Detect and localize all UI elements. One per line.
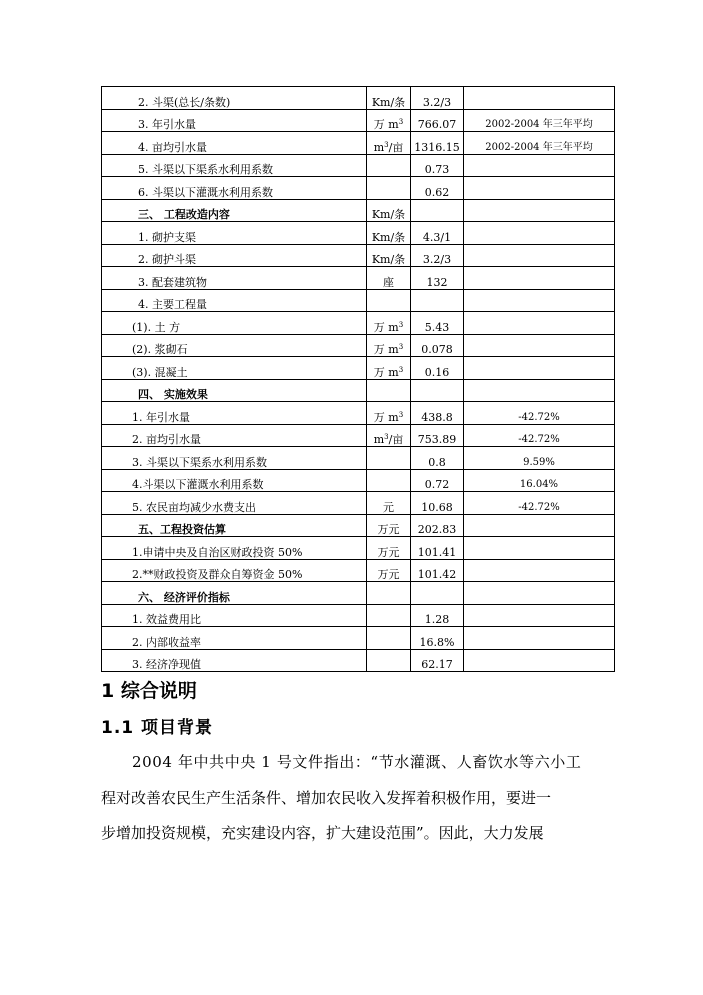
unit-superscript: 3: [384, 433, 389, 441]
note-cell: [464, 267, 615, 290]
table-row: [102, 334, 615, 357]
item-cell: [102, 424, 367, 447]
value-cell: 10.68: [411, 492, 464, 515]
unit-label: 座: [383, 275, 394, 289]
value-cell: 3.2/3: [411, 87, 464, 110]
table-row: [102, 244, 615, 267]
unit-label: Km/条: [371, 230, 406, 244]
item-label: 3. 配套建筑物: [138, 275, 207, 289]
unit-cell: [367, 357, 411, 380]
item-label: 1. 砌护支渠: [138, 230, 196, 244]
unit-label: 万元: [377, 568, 400, 581]
table-row: [102, 424, 615, 447]
note-cell: [464, 604, 615, 627]
table-row: [102, 559, 615, 582]
value-cell: [411, 199, 464, 222]
item-cell: [102, 537, 367, 560]
item-cell: [102, 177, 367, 200]
unit-cell: [367, 627, 411, 650]
unit-cell: [367, 109, 411, 132]
table-row: [102, 627, 615, 650]
item-cell: [102, 154, 367, 177]
unit-label: Km/条: [371, 253, 406, 266]
value-cell: [411, 289, 464, 312]
value-cell: 753.89: [411, 424, 464, 447]
note-cell: [464, 649, 615, 672]
unit-label: 万 m: [373, 365, 399, 379]
unit-superscript: 3: [398, 343, 404, 351]
item-cell: [102, 627, 367, 650]
table-row: [102, 537, 615, 560]
paragraph-line: 程对改善农民生产生活条件、增加农民收入发挥着积极作用，要进一: [101, 788, 552, 807]
item-label: 4. 主要工程量: [138, 298, 207, 311]
value-cell: [411, 582, 464, 605]
table-row: [102, 154, 615, 177]
unit-cell: [367, 469, 411, 492]
note-cell: [464, 537, 615, 560]
note-cell: [464, 357, 615, 380]
item-label: 5. 农民亩均减少水费支出: [132, 500, 256, 514]
table-row: [102, 379, 615, 402]
unit-cell: [367, 604, 411, 627]
item-label: 6. 斗渠以下灌溉水利用系数: [138, 185, 273, 199]
item-cell: [102, 469, 367, 492]
unit-label: 元: [383, 500, 394, 514]
item-label: 1. 年引水量: [132, 410, 190, 424]
table-row: [102, 87, 615, 110]
item-cell: [102, 312, 367, 335]
unit-label: 万 m: [373, 320, 399, 334]
table-row: [102, 357, 615, 380]
value-cell: [411, 379, 464, 402]
note-cell: [464, 199, 615, 222]
value-cell: 0.16: [411, 357, 464, 380]
note-cell: [464, 559, 615, 582]
unit-label: 万 m: [373, 118, 399, 131]
value-cell: 0.73: [411, 154, 464, 177]
body-paragraph: [101, 745, 606, 852]
unit-superscript: 3: [384, 140, 389, 149]
unit-cell: [367, 559, 411, 582]
table-row: [102, 177, 615, 200]
value-cell: 101.41: [411, 537, 464, 560]
table-row: [102, 604, 615, 627]
note-cell: [464, 244, 615, 267]
unit-label: 万元: [377, 523, 400, 536]
note-cell: [464, 627, 615, 650]
note-cell: [464, 289, 615, 312]
value-cell: 0.8: [411, 447, 464, 470]
unit-label: 万 m: [373, 343, 399, 356]
item-cell: [102, 447, 367, 470]
unit-cell: [367, 492, 411, 515]
item-label: 六、 经济评价指标: [138, 590, 230, 604]
section-heading: 1 综合说明: [101, 680, 197, 702]
unit-superscript: 3: [398, 410, 404, 419]
table-row: [102, 312, 615, 335]
value-cell: 132: [411, 267, 464, 290]
note-cell: [464, 177, 615, 200]
note-cell: 16.04%: [464, 469, 615, 492]
unit-superscript: 3: [398, 365, 404, 374]
note-cell: -42.72%: [464, 424, 615, 447]
item-label: 3. 年引水量: [138, 118, 196, 131]
unit-label: Km/条: [371, 208, 406, 221]
table-row: [102, 109, 615, 132]
item-cell: [102, 582, 367, 605]
table-row: [102, 199, 615, 222]
value-cell: 1316.15: [411, 132, 464, 155]
unit-suffix: /亩: [388, 140, 404, 154]
paragraph-line: 步增加投资规模，充实建设内容，扩大建设范围”。因此，大力发展: [101, 824, 544, 842]
value-cell: 3.2/3: [411, 244, 464, 267]
paragraph-line: 2004 年中共中央 1 号文件指出：“节水灌溉、人畜饮水等六小工: [132, 753, 582, 771]
table-row: [102, 492, 615, 515]
unit-label: 万元: [377, 545, 400, 559]
value-cell: 1.28: [411, 604, 464, 627]
table-row: [102, 469, 615, 492]
item-cell: [102, 267, 367, 290]
table-row: [102, 132, 615, 155]
item-label: 2.**财政投资及群众自筹资金 50%: [132, 568, 303, 581]
value-cell: 0.72: [411, 469, 464, 492]
table-row: [102, 267, 615, 290]
item-label: 3. 斗渠以下渠系水利用系数: [132, 455, 267, 469]
table-row: [102, 402, 615, 425]
item-label: 三、 工程改造内容: [138, 208, 230, 221]
unit-cell: [367, 154, 411, 177]
item-label: 4.斗渠以下灌溉水利用系数: [132, 478, 264, 491]
note-cell: 9.59%: [464, 447, 615, 470]
table-row: [102, 447, 615, 470]
item-cell: [102, 402, 367, 425]
table-row: [102, 582, 615, 605]
value-cell: 4.3/1: [411, 222, 464, 245]
value-cell: 766.07: [411, 109, 464, 132]
unit-label: m: [373, 140, 385, 154]
item-label: 3. 经济净现值: [132, 658, 201, 671]
item-cell: [102, 289, 367, 312]
project-summary-table: [101, 86, 615, 672]
item-label: (2). 浆砌石: [132, 343, 188, 356]
item-cell: [102, 334, 367, 357]
table-row: [102, 289, 615, 312]
note-cell: [464, 379, 615, 402]
unit-cell: [367, 537, 411, 560]
item-label: 4. 亩均引水量: [138, 140, 207, 154]
item-cell: [102, 514, 367, 537]
item-label: 1. 效益费用比: [132, 613, 201, 626]
unit-cell: [367, 222, 411, 245]
unit-cell: [367, 132, 411, 155]
item-cell: [102, 132, 367, 155]
value-cell: 0.62: [411, 177, 464, 200]
unit-cell: [367, 312, 411, 335]
unit-label: m: [373, 433, 385, 446]
item-cell: [102, 604, 367, 627]
unit-superscript: 3: [398, 118, 404, 126]
item-cell: [102, 379, 367, 402]
unit-cell: [367, 244, 411, 267]
item-cell: [102, 244, 367, 267]
unit-cell: [367, 424, 411, 447]
note-cell: [464, 514, 615, 537]
unit-cell: [367, 379, 411, 402]
item-cell: [102, 199, 367, 222]
unit-superscript: 3: [398, 320, 404, 329]
item-label: (1). 土 方: [132, 320, 181, 334]
note-cell: [464, 154, 615, 177]
item-label: 2. 亩均引水量: [132, 433, 201, 446]
value-cell: 5.43: [411, 312, 464, 335]
unit-cell: [367, 289, 411, 312]
item-label: 2. 砌护斗渠: [138, 253, 196, 266]
table-row: [102, 222, 615, 245]
note-cell: [464, 582, 615, 605]
note-cell: [464, 334, 615, 357]
unit-cell: [367, 177, 411, 200]
note-cell: -42.72%: [464, 492, 615, 515]
value-cell: 62.17: [411, 649, 464, 672]
note-cell: [464, 222, 615, 245]
unit-cell: [367, 582, 411, 605]
item-label: (3). 混凝土: [132, 365, 188, 379]
item-cell: [102, 357, 367, 380]
note-cell: 2002-2004 年三年平均: [464, 109, 615, 132]
unit-cell: [367, 514, 411, 537]
unit-cell: [367, 199, 411, 222]
unit-label: Km/条: [371, 95, 406, 109]
unit-cell: [367, 649, 411, 672]
unit-cell: [367, 334, 411, 357]
item-cell: [102, 492, 367, 515]
value-cell: 438.8: [411, 402, 464, 425]
unit-cell: [367, 87, 411, 110]
item-cell: [102, 109, 367, 132]
item-cell: [102, 222, 367, 245]
item-cell: [102, 649, 367, 672]
note-cell: -42.72%: [464, 402, 615, 425]
note-cell: [464, 87, 615, 110]
value-cell: 0.078: [411, 334, 464, 357]
note-cell: [464, 312, 615, 335]
item-label: 5. 斗渠以下渠系水利用系数: [138, 163, 273, 176]
item-label: 五、工程投资估算: [138, 523, 226, 536]
item-label: 2. 斗渠(总长/条数): [138, 95, 231, 109]
item-cell: [102, 87, 367, 110]
item-cell: [102, 559, 367, 582]
table-row: [102, 514, 615, 537]
value-cell: 101.42: [411, 559, 464, 582]
value-cell: 16.8%: [411, 627, 464, 650]
unit-cell: [367, 402, 411, 425]
item-label: 1.申请中央及自治区财政投资 50%: [132, 545, 303, 559]
item-label: 四、 实施效果: [138, 388, 208, 401]
note-cell: 2002-2004 年三年平均: [464, 132, 615, 155]
unit-cell: [367, 447, 411, 470]
item-label: 2. 内部收益率: [132, 635, 201, 649]
unit-cell: [367, 267, 411, 290]
table-row: [102, 649, 615, 672]
value-cell: 202.83: [411, 514, 464, 537]
unit-suffix: /亩: [388, 433, 404, 446]
unit-label: 万 m: [373, 410, 399, 424]
subsection-heading: 1.1 项目背景: [101, 718, 214, 738]
